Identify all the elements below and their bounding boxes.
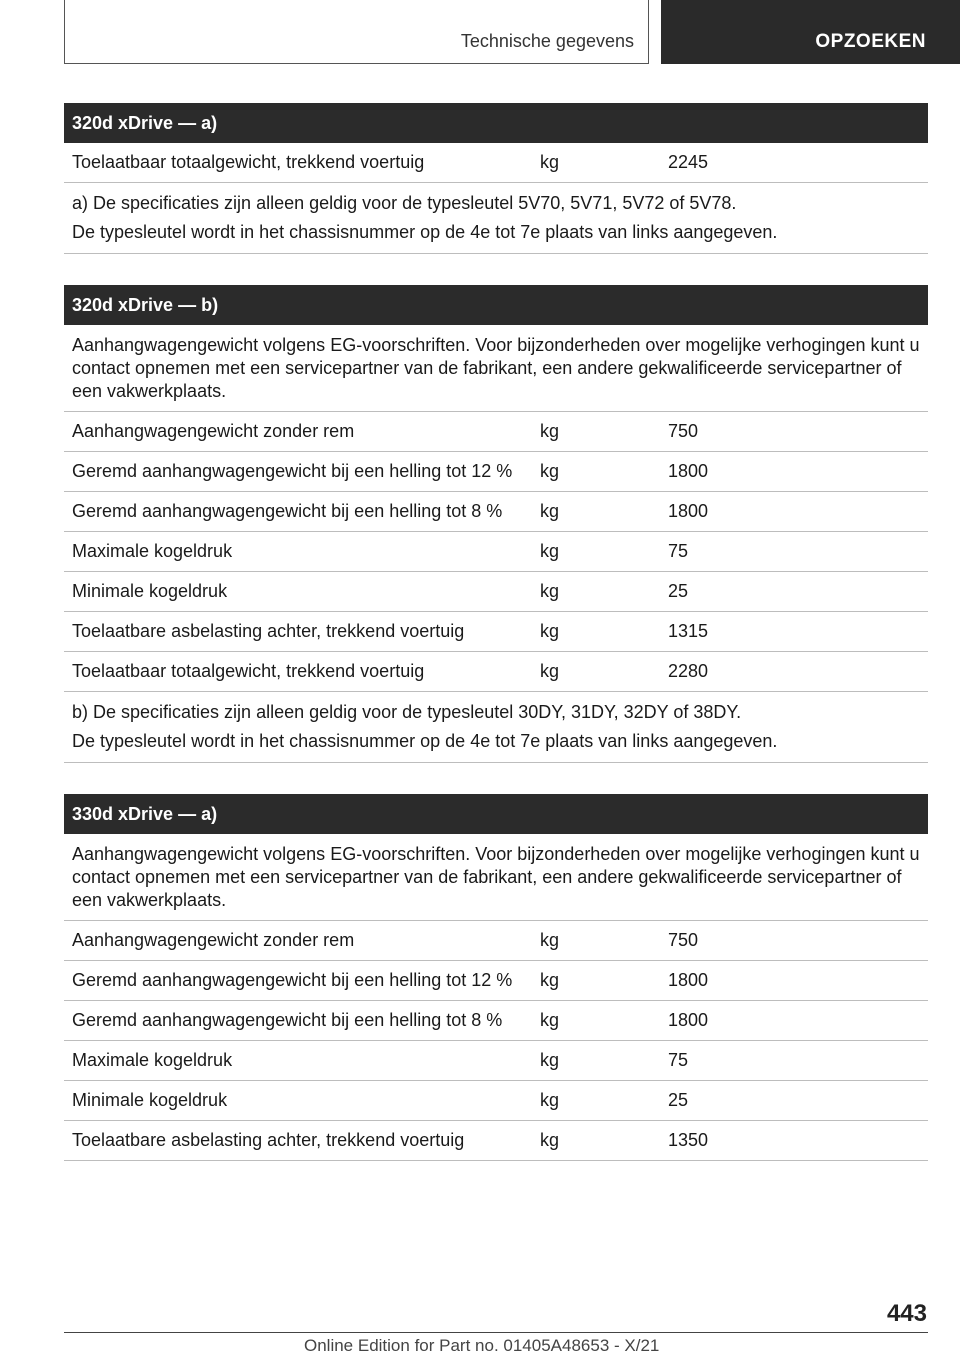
- table-row: [64, 612, 928, 652]
- spec-section: [64, 103, 928, 254]
- table-row: [64, 652, 928, 692]
- row-value: 25: [668, 1090, 689, 1110]
- row-label: Toelaatbare asbelasting achter, trekkend voertuig: [72, 1130, 465, 1150]
- row-unit: kg: [540, 421, 560, 441]
- tab-opzoeken[interactable]: OPZOEKEN: [815, 31, 926, 52]
- section-notes: [64, 692, 928, 763]
- footer-divider: [64, 1332, 928, 1333]
- row-value: 1800: [668, 970, 709, 990]
- table-row: [64, 572, 928, 612]
- row-label: Geremd aanhangwagengewicht bij een helling tot 8 %: [72, 501, 503, 521]
- table-row: [64, 961, 928, 1001]
- row-value: 750: [668, 421, 699, 441]
- row-value: 1800: [668, 1010, 709, 1030]
- row-label: Aanhangwagengewicht zonder rem: [72, 930, 355, 950]
- row-unit: kg: [540, 541, 560, 561]
- footnote: a) De specificaties zijn alleen geldig voor de typesleutel 5V70, 5V71, 5V72 of 5V78.: [72, 193, 737, 213]
- section-intro: Aanhangwagengewicht volgens EG-voorschriften. Voor bijzonderheden over mogelijke verhogingen kunt u contact opnemen met een servicepartner van de fabrikant, een andere gekwalificeerde servicepartner of een vakwerkplaats.: [64, 834, 928, 921]
- spec-section: [64, 285, 928, 763]
- section-notes: [64, 183, 928, 254]
- row-unit: kg: [540, 1050, 560, 1070]
- row-unit: kg: [540, 1130, 560, 1150]
- section-intro: Aanhangwagengewicht volgens EG-voorschriften. Voor bijzonderheden over mogelijke verhogingen kunt u contact opnemen met een servicepartner van de fabrikant, een andere gekwalificeerde servicepartner of een vakwerkplaats.: [64, 325, 928, 412]
- header-title: Technische gegevens: [460, 31, 634, 51]
- row-label: Aanhangwagengewicht zonder rem: [72, 421, 355, 441]
- row-unit: kg: [540, 621, 560, 641]
- row-unit: kg: [540, 1090, 560, 1110]
- table-row: [64, 532, 928, 572]
- row-label: Maximale kogeldruk: [72, 541, 233, 561]
- row-label: Toelaatbaar totaalgewicht, trekkend voertuig: [72, 152, 425, 172]
- row-label: Minimale kogeldruk: [72, 581, 228, 601]
- row-value: 2245: [668, 152, 709, 172]
- row-unit: kg: [540, 501, 560, 521]
- table-row: [64, 412, 928, 452]
- row-label: Toelaatbare asbelasting achter, trekkend voertuig: [72, 621, 465, 641]
- row-value: 75: [668, 1050, 689, 1070]
- spec-section: [64, 794, 928, 1161]
- section-title: 330d xDrive — a): [64, 794, 928, 834]
- row-unit: kg: [540, 661, 560, 681]
- row-value: 1315: [668, 621, 709, 641]
- header-title-box: [64, 0, 649, 64]
- table-row: [64, 1001, 928, 1041]
- row-label: Geremd aanhangwagengewicht bij een helling tot 8 %: [72, 1010, 503, 1030]
- row-label: Geremd aanhangwagengewicht bij een helling tot 12 %: [72, 970, 513, 990]
- row-unit: kg: [540, 152, 560, 172]
- spec-content: [64, 103, 928, 1192]
- row-value: 1350: [668, 1130, 709, 1150]
- row-value: 1800: [668, 461, 709, 481]
- row-unit: kg: [540, 970, 560, 990]
- row-unit: kg: [540, 1010, 560, 1030]
- table-row: [64, 921, 928, 961]
- header-tab-box[interactable]: [661, 0, 960, 64]
- footnote: b) De specificaties zijn alleen geldig voor de typesleutel 30DY, 31DY, 32DY of 38DY.: [72, 702, 742, 722]
- row-label: Geremd aanhangwagengewicht bij een helling tot 12 %: [72, 461, 513, 481]
- footnote: De typesleutel wordt in het chassisnummer op de 4e tot 7e plaats van links aangegeven.: [72, 222, 778, 242]
- footer-edition: Online Edition for Part no. 01405A48653 - X/21: [304, 1336, 660, 1355]
- row-unit: kg: [540, 930, 560, 950]
- table-row: [64, 1081, 928, 1121]
- row-label: Minimale kogeldruk: [72, 1090, 228, 1110]
- table-row: [64, 452, 928, 492]
- table-row: [64, 1041, 928, 1081]
- page-number: 443: [886, 1300, 927, 1327]
- section-title: 320d xDrive — b): [64, 285, 928, 325]
- table-row: [64, 1121, 928, 1161]
- row-value: 1800: [668, 501, 709, 521]
- row-label: Maximale kogeldruk: [72, 1050, 233, 1070]
- row-unit: kg: [540, 461, 560, 481]
- section-title: 320d xDrive — a): [64, 103, 928, 143]
- table-row: [64, 492, 928, 532]
- row-value: 2280: [668, 661, 709, 681]
- row-unit: kg: [540, 581, 560, 601]
- row-value: 25: [668, 581, 689, 601]
- table-row: [64, 143, 928, 183]
- row-label: Toelaatbaar totaalgewicht, trekkend voertuig: [72, 661, 425, 681]
- footnote: De typesleutel wordt in het chassisnummer op de 4e tot 7e plaats van links aangegeven.: [72, 731, 778, 751]
- row-value: 75: [668, 541, 689, 561]
- row-value: 750: [668, 930, 699, 950]
